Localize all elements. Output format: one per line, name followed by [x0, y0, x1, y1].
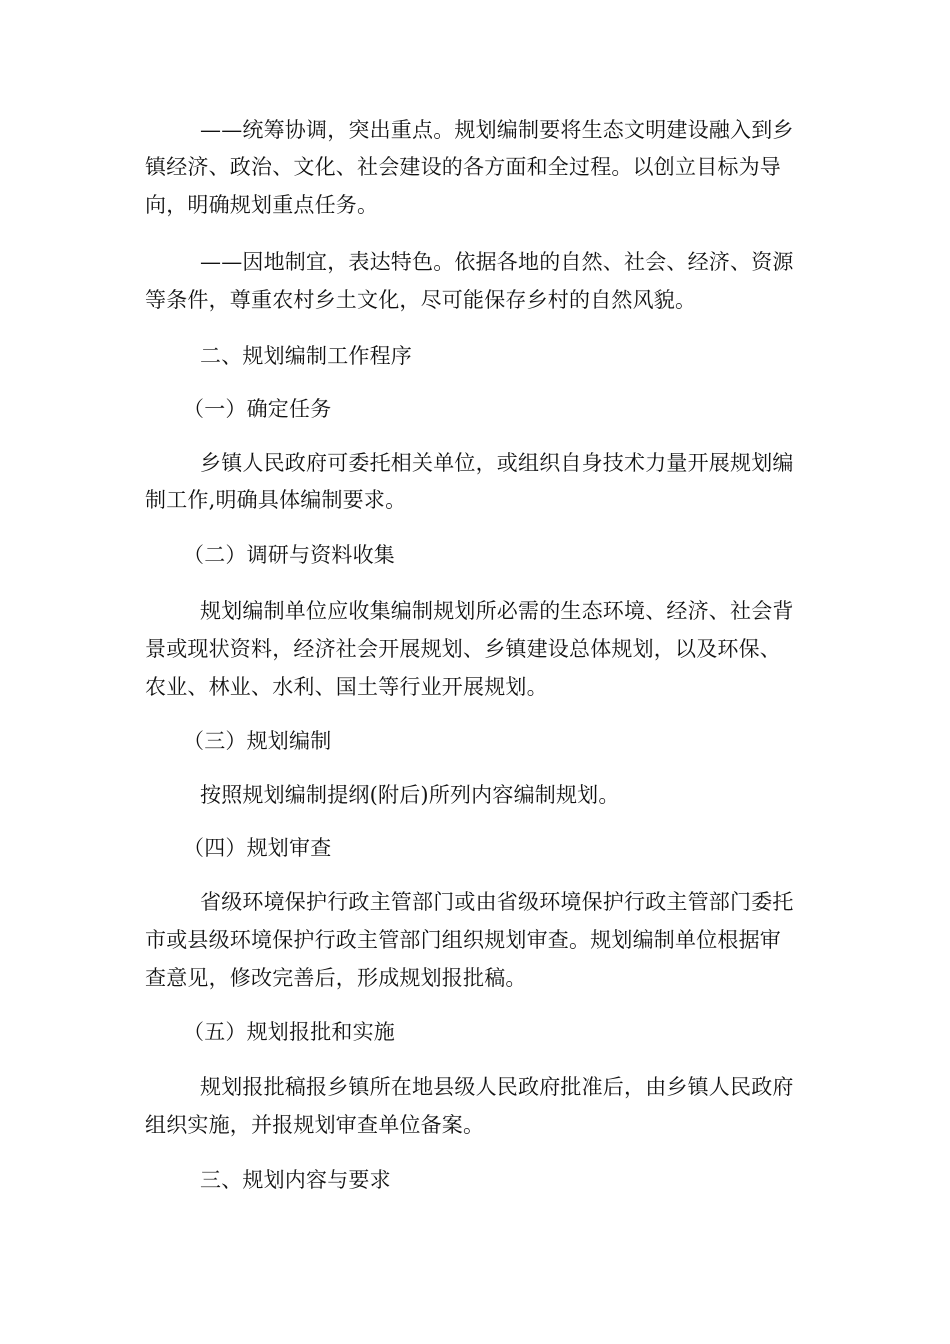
- task-paragraph-line-1: 乡镇人民政府可委托相关单位，或组织自身技术力量开展规划编: [200, 451, 794, 475]
- principle-local-line-1: ——因地制宜，表达特色。依据各地的自然、社会、经济、资源: [200, 250, 794, 274]
- subsection-heading-2: （二）调研与资料收集: [183, 543, 395, 567]
- subsection-heading-1: （一）确定任务: [183, 397, 332, 421]
- review-paragraph-line-1: 省级环境保护行政主管部门或由省级环境保护行政主管部门委托: [200, 890, 794, 914]
- approval-paragraph-line-2: 组织实施，并报规划审查单位备案。: [145, 1113, 485, 1137]
- review-paragraph-line-3: 查意见，修改完善后，形成规划报批稿。: [145, 966, 527, 990]
- compilation-paragraph: 按照规划编制提纲(附后)所列内容编制规划。: [200, 783, 620, 807]
- research-paragraph-line-2: 景或现状资料，经济社会开展规划、乡镇建设总体规划，以及环保、: [145, 637, 781, 661]
- subsection-heading-4: （四）规划审查: [183, 836, 332, 860]
- principle-coordination-line-2: 镇经济、政治、文化、社会建设的各方面和全过程。以创立目标为导: [145, 155, 781, 179]
- principle-coordination-line-3: 向，明确规划重点任务。: [145, 193, 379, 217]
- section-heading-2: 二、规划编制工作程序: [200, 344, 412, 368]
- task-paragraph-line-2: 制工作,明确具体编制要求。: [145, 488, 407, 512]
- subsection-heading-5: （五）规划报批和实施: [183, 1020, 395, 1044]
- review-paragraph-line-2: 市或县级环境保护行政主管部门组织规划审查。规划编制单位根据审: [145, 928, 781, 952]
- research-paragraph-line-1: 规划编制单位应收集编制规划所必需的生态环境、经济、社会背: [200, 599, 794, 623]
- section-heading-3: 三、规划内容与要求: [200, 1168, 391, 1192]
- principle-local-line-2: 等条件，尊重农村乡土文化，尽可能保存乡村的自然风貌。: [145, 288, 697, 312]
- subsection-heading-3: （三）规划编制: [183, 729, 332, 753]
- principle-coordination-line-1: ——统筹协调，突出重点。规划编制要将生态文明建设融入到乡: [200, 118, 794, 142]
- approval-paragraph-line-1: 规划报批稿报乡镇所在地县级人民政府批准后，由乡镇人民政府: [200, 1075, 794, 1099]
- research-paragraph-line-3: 农业、林业、水利、国土等行业开展规划。: [145, 675, 548, 699]
